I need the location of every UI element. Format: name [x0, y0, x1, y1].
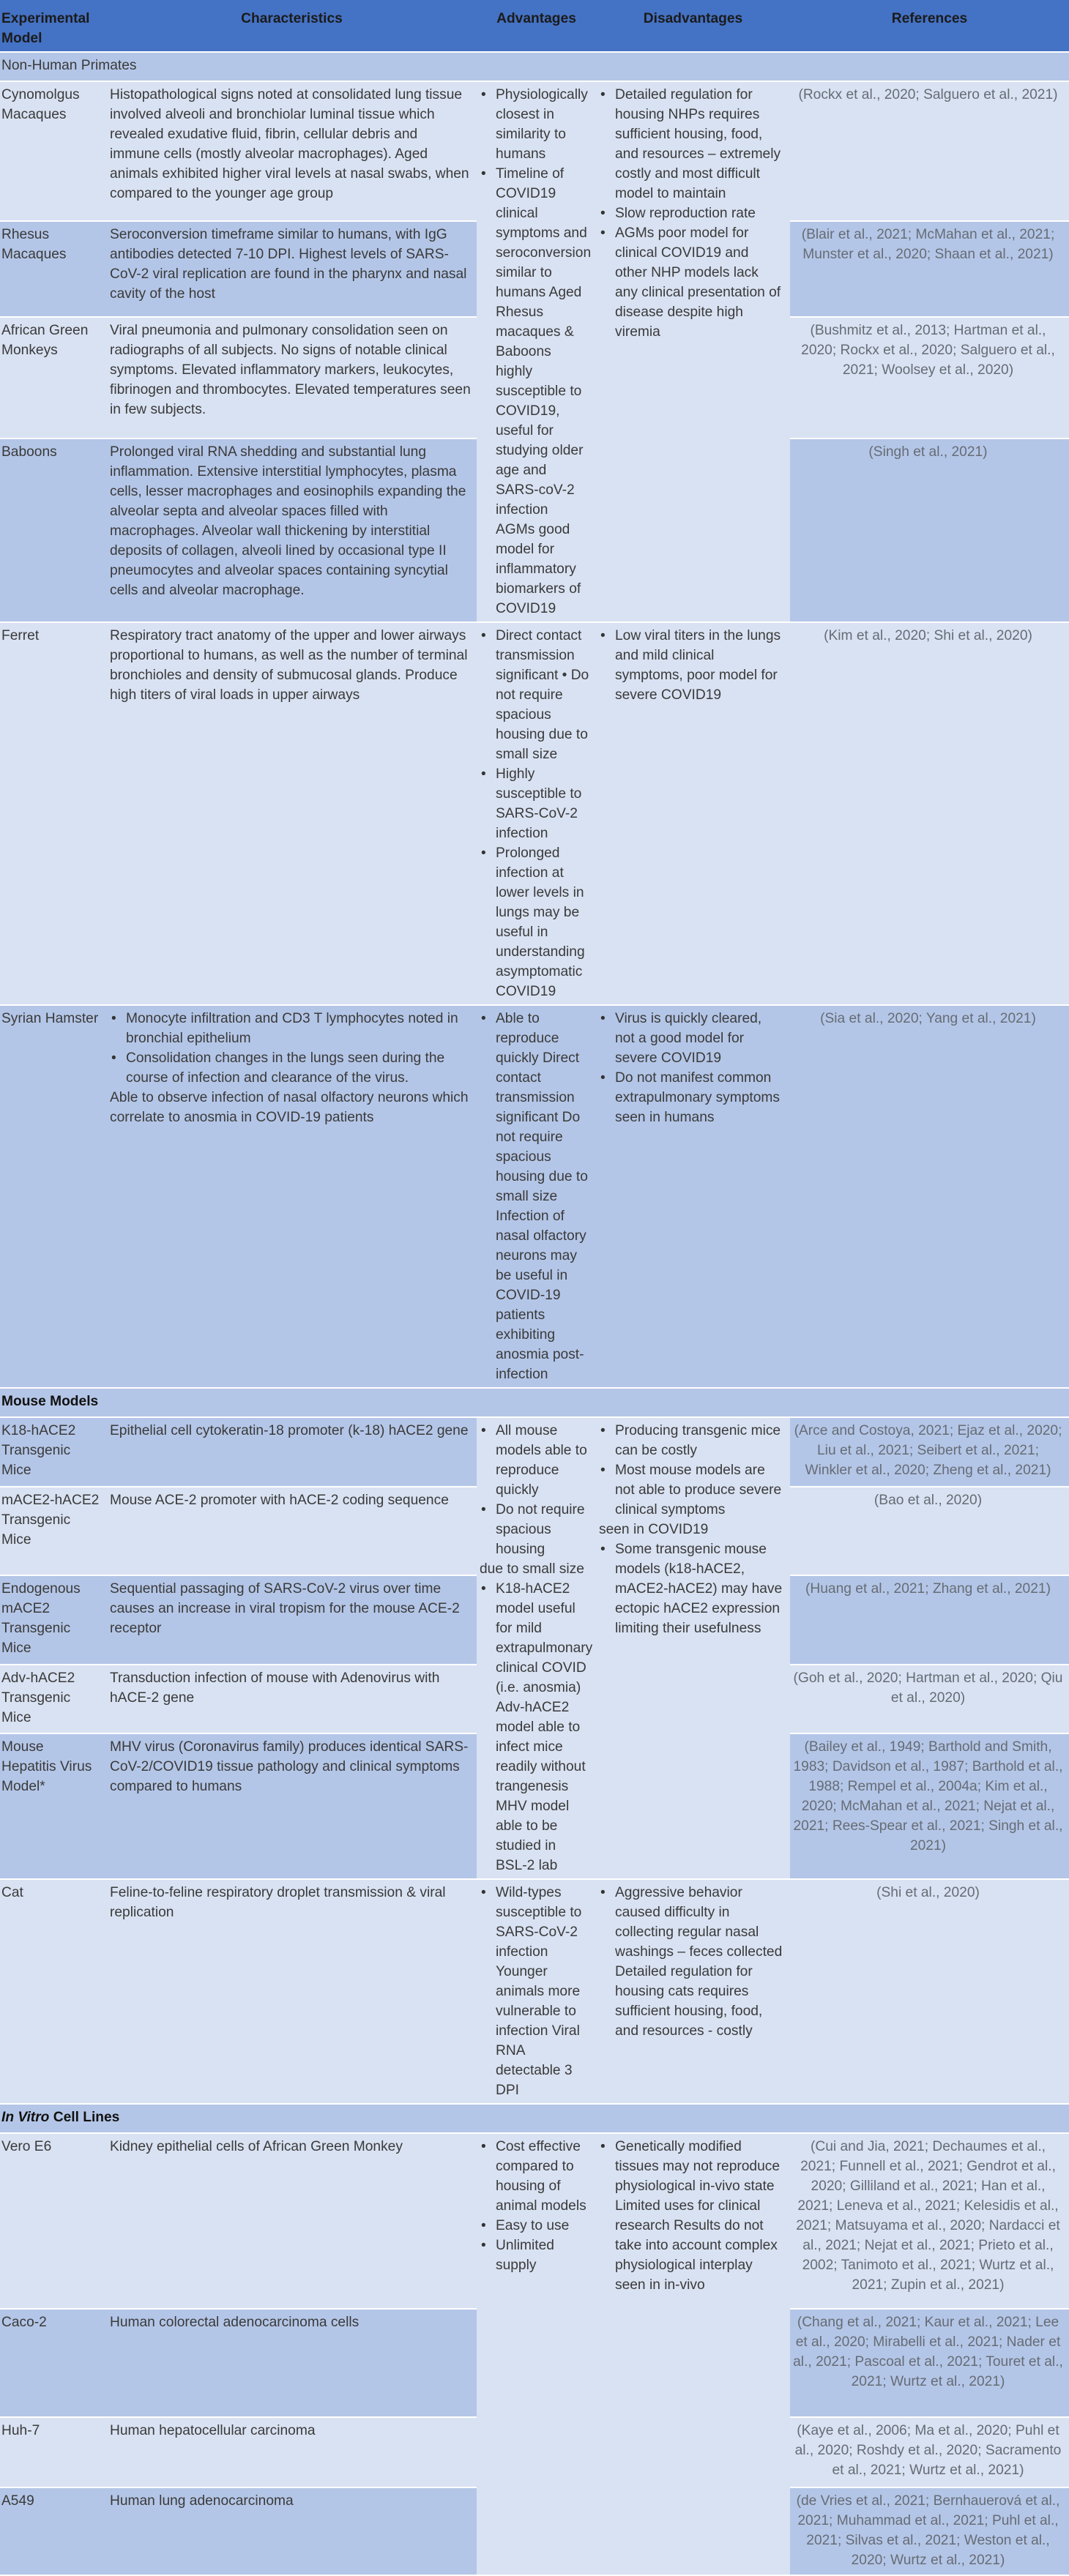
model-name: African Green Monkeys — [0, 317, 107, 438]
characteristics-cell: MHV virus (Coronavirus family) produces identical SARS-CoV-2/COVID19 tissue pathology and clinical symptoms compared to humans — [107, 1733, 477, 1879]
model-name: Baboons — [0, 438, 107, 622]
table-row-k18-hace2 — [0, 1417, 1069, 1487]
list-item: • Prolonged infection at lower levels in lungs may be useful in understanding asymptomatic COVID19 — [480, 843, 590, 1001]
cell-disadvantages-cell — [596, 2133, 790, 2575]
list-item: • Producing transgenic mice can be costly — [599, 1421, 784, 1460]
section-row-mouse — [0, 1388, 1069, 1417]
section-label-invitro — [0, 2104, 1069, 2133]
references-cell: (Blair et al., 2021; McMahan et al., 2021; Munster et al., 2020; Shaan et al., 2021) — [790, 221, 1069, 317]
list-item: • Direct contact transmission significant • Do not require spacious housing due to small size — [480, 626, 590, 764]
disadvantages-list — [599, 1421, 784, 1638]
list-item: seen in COVID19 — [599, 1522, 709, 1537]
model-name: Syrian Hamster — [0, 1005, 107, 1388]
table-header — [0, 0, 1069, 52]
nhp-disadvantages-cell — [596, 81, 790, 622]
references-cell: (Kim et al., 2020; Shi et al., 2020) — [790, 622, 1069, 1005]
list-item: • Low viral titers in the lungs and mild clinical symptoms, poor model for severe COVID19 — [599, 626, 784, 705]
references-cell: (de Vries et al., 2021; Bernhauerová et al., 2021; Muhammad et al., 2021; Puhl et al., 2021; Silvas et al., 2021; Weston et al., 2020; Wurtz et al., 2021) — [790, 2487, 1069, 2575]
characteristics-cell: Viral pneumonia and pulmonary consolidation seen on radiographs of all subjects. No signs of notable clinical symptoms. Elevated inflammatory markers, leukocytes, fibrinogen and thrombocytes. Elevated temperatures seen in few subjects. — [107, 317, 477, 438]
advantages-list — [480, 1009, 590, 1384]
characteristics-list — [110, 1009, 471, 1127]
list-item: Able to observe infection of nasal olfactory neurons which correlate to anosmia in COVID-19 patients — [110, 1090, 469, 1125]
references-cell: (Kaye et al., 2006; Ma et al., 2020; Puhl et al., 2020; Roshdy et al., 2020; Sacramento et al., 2021; Wurtz et al., 2021) — [790, 2417, 1069, 2487]
characteristics-cell — [107, 1005, 477, 1388]
list-item: • K18-hACE2 model useful for mild extrapulmonary clinical COVID (i.e. anosmia) Adv-hACE2 model able to infect mice readily without trangenesis MHV model able to be studied in BSL-2 lab — [480, 1579, 590, 1875]
list-item: • Some transgenic mouse models (k18-hACE2, mACE2-hACE2) may have ectopic hACE2 expression limiting their usefulness — [599, 1539, 784, 1638]
list-item: • AGMs poor model for clinical COVID19 and other NHP models lack any clinical presentation of disease despite high viremia — [599, 223, 784, 342]
list-item: • Wild-types susceptible to SARS-CoV-2 infection Younger animals more vulnerable to infection Viral RNA detectable 3 DPI — [480, 1883, 590, 2100]
model-name: Vero E6 — [0, 2133, 107, 2309]
list-item: • Genetically modified tissues may not reproduce physiological in-vivo state Limited uses for clinical research Results do not take into account complex physiological interplay seen in in-vivo — [599, 2137, 784, 2295]
references-cell: (Rockx et al., 2020; Salguero et al., 2021) — [790, 81, 1069, 221]
list-item: • Virus is quickly cleared, not a good model for severe COVID19 — [599, 1009, 784, 1068]
mouse-advantages-cell — [477, 1417, 596, 1879]
header-references: References — [790, 0, 1069, 52]
list-item: • Easy to use — [480, 2216, 590, 2236]
characteristics-cell: Seroconversion timeframe similar to humans, with IgG antibodies detected 7-10 DPI. Highest levels of SARS-CoV-2 viral replication are found in the pharynx and nasal cavity of the host — [107, 221, 477, 317]
list-item: • Monocyte infiltration and CD3 T lymphocytes noted in bronchial epithelium — [110, 1009, 471, 1048]
hamster-advantages-cell — [477, 1005, 596, 1388]
header-advantages: Advantages — [477, 0, 596, 52]
cell-advantages-cell — [477, 2133, 596, 2575]
model-name: Rhesus Macaques — [0, 221, 107, 317]
section-label-mouse: Mouse Models — [0, 1388, 1069, 1417]
model-name: Caco-2 — [0, 2309, 107, 2417]
list-item: • Unlimited supply — [480, 2236, 590, 2275]
references-cell: (Bailey et al., 1949; Barthold and Smith, 1983; Davidson et al., 1987; Barthold et al., 1988; Rempel et al., 2004a; Kim et al., 2020; McMahan et al., 2021; Nejat et al., 2021; Rees-Spear et al., 2021; Singh et al., 2021) — [790, 1733, 1069, 1879]
list-item: • Timeline of COVID19 clinical symptoms and seroconversion similar to humans Aged Rhesus macaques & Baboons highly susceptible to COVID19, useful for studying older age and SARS-coV-2 infection AGMs good model for inflammatory biomarkers of COVID19 — [480, 164, 590, 619]
table-row-cat — [0, 1879, 1069, 2104]
characteristics-cell: Human hepatocellular carcinoma — [107, 2417, 477, 2487]
disadvantages-list — [599, 1883, 784, 2041]
advantages-list — [480, 85, 590, 619]
references-cell: (Cui and Jia, 2021; Dechaumes et al., 2021; Funnell et al., 2021; Gendrot et al., 2020; Gilliland et al., 2021; Han et al., 2021; Leneva et al., 2021; Kelesidis et al., 2021; Matsuyama et al., 2020; Nardacci et al., 2021; Nejat et al., 2021; Prieto et al., 2002; Tanimoto et al., 2021; Wurtz et al., 2021; Zupin et al., 2021) — [790, 2133, 1069, 2309]
references-cell: (Chang et al., 2021; Kaur et al., 2021; Lee et al., 2020; Mirabelli et al., 2021; Nader et al., 2021; Pascoal et al., 2021; Touret et al., 2021; Wurtz et al., 2021) — [790, 2309, 1069, 2417]
characteristics-cell: Respiratory tract anatomy of the upper and lower airways proportional to humans, as well as the number of terminal bronchioles and density of submucosal glands. Produce high titers of viral loads in upper airways — [107, 622, 477, 1005]
disadvantages-list — [599, 626, 784, 705]
advantages-list — [480, 2137, 590, 2275]
references-cell: (Bushmitz et al., 2013; Hartman et al., 2020; Rockx et al., 2020; Salguero et al., 2021; Woolsey et al., 2020) — [790, 317, 1069, 438]
nhp-advantages-cell — [477, 81, 596, 622]
characteristics-cell: Human colorectal adenocarcinoma cells — [107, 2309, 477, 2417]
ferret-disadvantages-cell — [596, 622, 790, 1005]
mouse-disadvantages-cell — [596, 1417, 790, 1879]
model-name: mACE2-hACE2 Transgenic Mice — [0, 1487, 107, 1575]
characteristics-cell: Epithelial cell cytokeratin-18 promoter (k-18) hACE2 gene — [107, 1417, 477, 1487]
characteristics-cell: Mouse ACE-2 promoter with hACE-2 coding sequence — [107, 1487, 477, 1575]
model-name: Endogenous mACE2 Transgenic Mice — [0, 1575, 107, 1665]
list-item: • Consolidation changes in the lungs seen during the course of infection and clearance of the virus. — [110, 1048, 471, 1088]
characteristics-cell: Prolonged viral RNA shedding and substantial lung inflammation. Extensive interstitial lymphocytes, plasma cells, lesser macrophages and eosinophils expanding the alveolar septa and alveolar spaces filled with macrophages. Alveolar wall thickening by interstitial deposits of collagen, alveoli lined by occasional type II pneumocytes and alveolar spaces containing syncytial cells and alveolar macrophage. — [107, 438, 477, 622]
cat-advantages-cell — [477, 1879, 596, 2104]
characteristics-cell: Human lung adenocarcinoma — [107, 2487, 477, 2575]
references-cell: (Bao et al., 2020) — [790, 1487, 1069, 1575]
disadvantages-list — [599, 1009, 784, 1127]
section-label-invitro-rest: Cell Lines — [49, 2110, 120, 2125]
references-cell: (Huang et al., 2021; Zhang et al., 2021) — [790, 1575, 1069, 1665]
references-cell: (Goh et al., 2020; Hartman et al., 2020; Qiu et al., 2020) — [790, 1665, 1069, 1733]
model-name: A549 — [0, 2487, 107, 2575]
disadvantages-list — [599, 85, 784, 342]
list-item: • All mouse models able to reproduce quickly — [480, 1421, 590, 1500]
references-cell: (Singh et al., 2021) — [790, 438, 1069, 622]
advantages-list — [480, 1421, 593, 1875]
model-name: Ferret — [0, 622, 107, 1005]
list-item: • Highly susceptible to SARS-CoV-2 infection — [480, 764, 590, 843]
characteristics-cell: Feline-to-feline respiratory droplet transmission & viral replication — [107, 1879, 477, 2104]
advantages-list — [480, 1883, 590, 2100]
table-row-cynomolgus — [0, 81, 1069, 221]
characteristics-cell: Sequential passaging of SARS-CoV-2 virus over time causes an increase in viral tropism for the mouse ACE-2 receptor — [107, 1575, 477, 1665]
list-item: • Do not manifest common extrapulmonary symptoms seen in humans — [599, 1068, 784, 1127]
hamster-disadvantages-cell — [596, 1005, 790, 1388]
list-item: • Do not require spacious housing — [480, 1500, 590, 1559]
list-item: • Able to reproduce quickly Direct contact transmission significant Do not require spacious housing due to small size Infection of nasal olfactory neurons may be useful in COVID-19 patients exhibiting anosmia post-infection — [480, 1009, 590, 1384]
list-item: • Cost effective compared to housing of animal models — [480, 2137, 590, 2216]
section-row-invitro — [0, 2104, 1069, 2133]
header-disadvantages: Disadvantages — [596, 0, 790, 52]
list-item: • Aggressive behavior caused difficulty in collecting regular nasal washings – feces collected Detailed regulation for housing cats requires sufficient housing, food, and resources - costly — [599, 1883, 784, 2041]
characteristics-cell: Kidney epithelial cells of African Green Monkey — [107, 2133, 477, 2309]
list-item: • Detailed regulation for housing NHPs requires sufficient housing, food, and resources – extremely costly and most difficult model to maintain — [599, 85, 784, 204]
references-cell: (Arce and Costoya, 2021; Ejaz et al., 2020; Liu et al., 2021; Seibert et al., 2021; Winkler et al., 2020; Zheng et al., 2021) — [790, 1417, 1069, 1487]
references-cell: (Sia et al., 2020; Yang et al., 2021) — [790, 1005, 1069, 1388]
disadvantages-list — [599, 2137, 784, 2295]
section-row-nhp — [0, 52, 1069, 81]
section-label-nhp: Non-Human Primates — [0, 52, 1069, 81]
cat-disadvantages-cell — [596, 1879, 790, 2104]
model-name: Adv-hACE2 Transgenic Mice — [0, 1665, 107, 1733]
characteristics-cell: Histopathological signs noted at consolidated lung tissue involved alveoli and bronchiolar luminal tissue which revealed exudative fluid, fibrin, cellular debris and immune cells (mostly alveolar macrophages). Aged animals exhibited higher viral levels at nasal swabs, when compared to the younger age group — [107, 81, 477, 221]
list-item: • Physiologically closest in similarity to humans — [480, 85, 590, 164]
list-item: • Slow reproduction rate — [599, 204, 784, 223]
ferret-advantages-cell — [477, 622, 596, 1005]
model-name: Huh-7 — [0, 2417, 107, 2487]
list-item: • Most mouse models are not able to produce severe clinical symptoms — [599, 1460, 784, 1520]
list-item: due to small size — [480, 1561, 584, 1577]
table-row-vero-e6 — [0, 2133, 1069, 2309]
references-cell: (Shi et al., 2020) — [790, 1879, 1069, 2104]
header-characteristics: Characteristics — [107, 0, 477, 52]
table-row-ferret — [0, 622, 1069, 1005]
model-name: Cynomolgus Macaques — [0, 81, 107, 221]
section-label-invitro-italic: In Vitro — [1, 2110, 50, 2125]
characteristics-cell: Transduction infection of mouse with Adenovirus with hACE-2 gene — [107, 1665, 477, 1733]
model-name: K18-hACE2 Transgenic Mice — [0, 1417, 107, 1487]
model-name: Cat — [0, 1879, 107, 2104]
header-experimental-model: Experimental Model — [0, 0, 107, 52]
advantages-list — [480, 626, 590, 1001]
model-name: Mouse Hepatitis Virus Model* — [0, 1733, 107, 1879]
table-row-syrian-hamster — [0, 1005, 1069, 1388]
header-row — [0, 0, 1069, 52]
